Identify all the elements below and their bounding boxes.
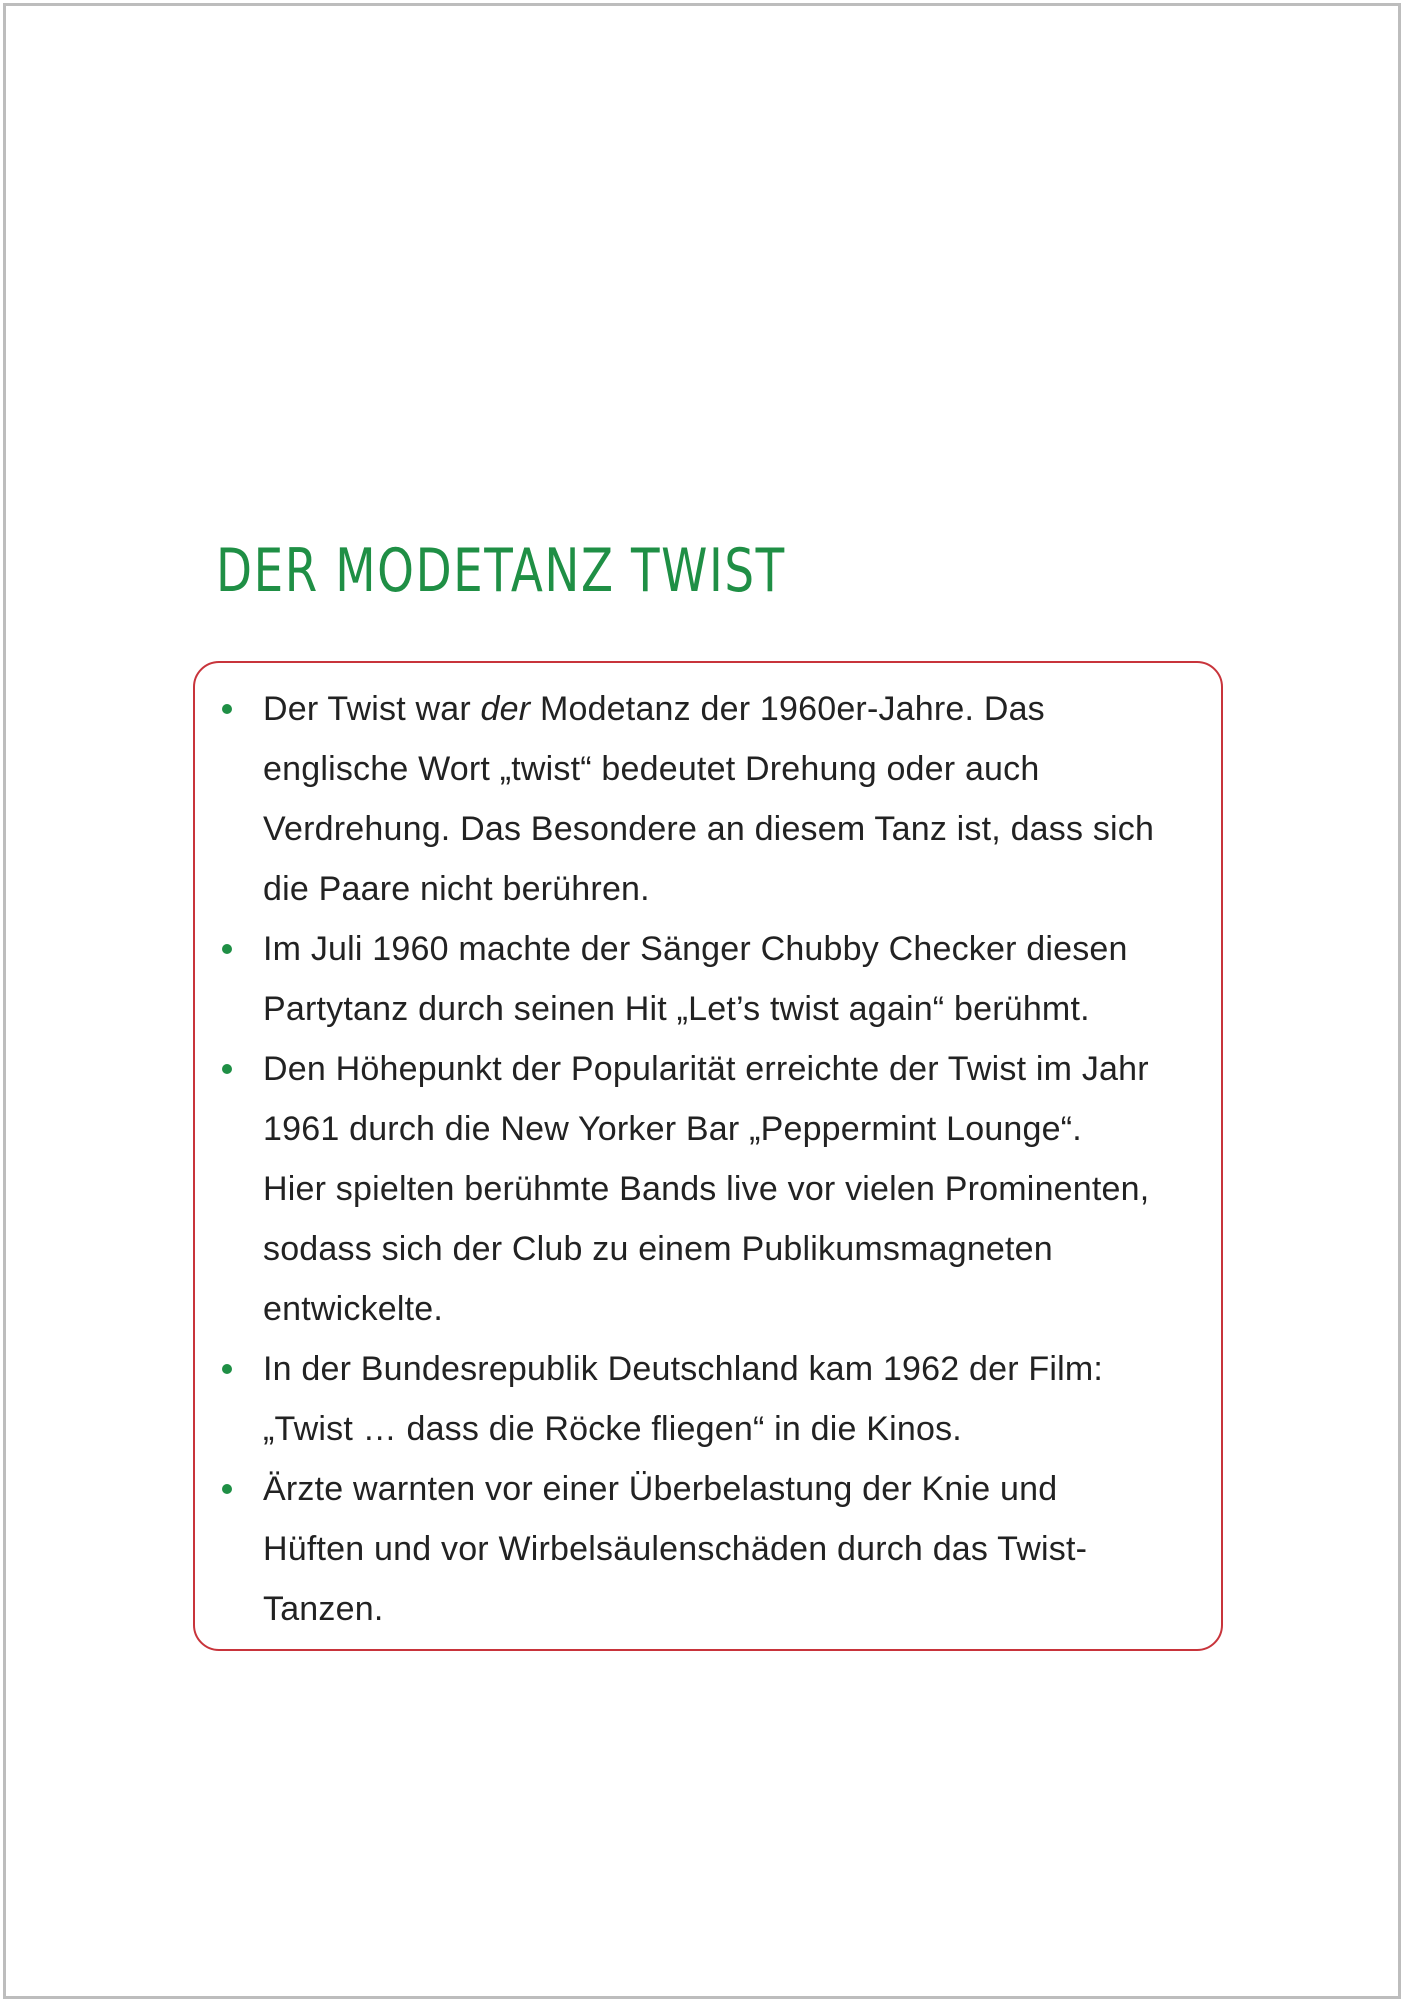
text-line: In der Bundesrepublik Deutschland kam 1962 der Film: — [263, 1350, 1104, 1388]
list-item — [263, 1339, 1213, 1459]
text-line: entwickelte. — [263, 1290, 444, 1328]
text-segment: Der Twist war — [263, 690, 481, 728]
emphasized-word: der — [480, 690, 531, 728]
text-line: Tanzen. — [263, 1590, 384, 1628]
text-line: „Twist … dass die Röcke fliegen“ in die Kinos. — [263, 1410, 962, 1448]
text-line: Hüften und vor Wirbelsäulenschäden durch das Twist- — [263, 1530, 1088, 1568]
text-line: Den Höhepunkt der Popularität erreichte der Twist im Jahr — [263, 1050, 1149, 1088]
page-frame — [3, 3, 1401, 1999]
bullet-dot-icon — [222, 1484, 232, 1494]
text-line: sodass sich der Club zu einem Publikumsmagneten — [263, 1230, 1053, 1268]
text-line: Hier spielten berühmte Bands live vor vielen Prominenten, — [263, 1170, 1150, 1208]
bullet-dot-icon — [222, 1364, 232, 1374]
text-segment: Modetanz der 1960er-Jahre. Das — [530, 690, 1045, 728]
text-line: Im Juli 1960 machte der Sänger Chubby Checker diesen — [263, 930, 1128, 968]
info-box — [193, 661, 1223, 1651]
bullet-dot-icon — [222, 944, 232, 954]
text-line: Ärzte warnten vor einer Überbelastung der Knie und — [263, 1470, 1058, 1508]
list-item — [263, 919, 1213, 1039]
list-item — [263, 1039, 1213, 1339]
bullet-dot-icon — [222, 1064, 232, 1074]
list-item — [263, 679, 1213, 919]
text-line: englische Wort „twist“ bedeutet Drehung oder auch — [263, 750, 1040, 788]
page-title: DER MODETANZ TWIST — [216, 536, 786, 606]
text-line: Partytanz durch seinen Hit „Let’s twist again“ berühmt. — [263, 990, 1090, 1028]
list-item — [263, 1459, 1213, 1639]
text-line: Verdrehung. Das Besondere an diesem Tanz ist, dass sich — [263, 810, 1155, 848]
text-line — [263, 679, 1213, 739]
text-line: die Paare nicht berühren. — [263, 870, 650, 908]
bullet-list — [263, 679, 1213, 1639]
bullet-dot-icon — [222, 704, 232, 714]
text-line: 1961 durch die New Yorker Bar „Peppermint Lounge“. — [263, 1110, 1082, 1148]
